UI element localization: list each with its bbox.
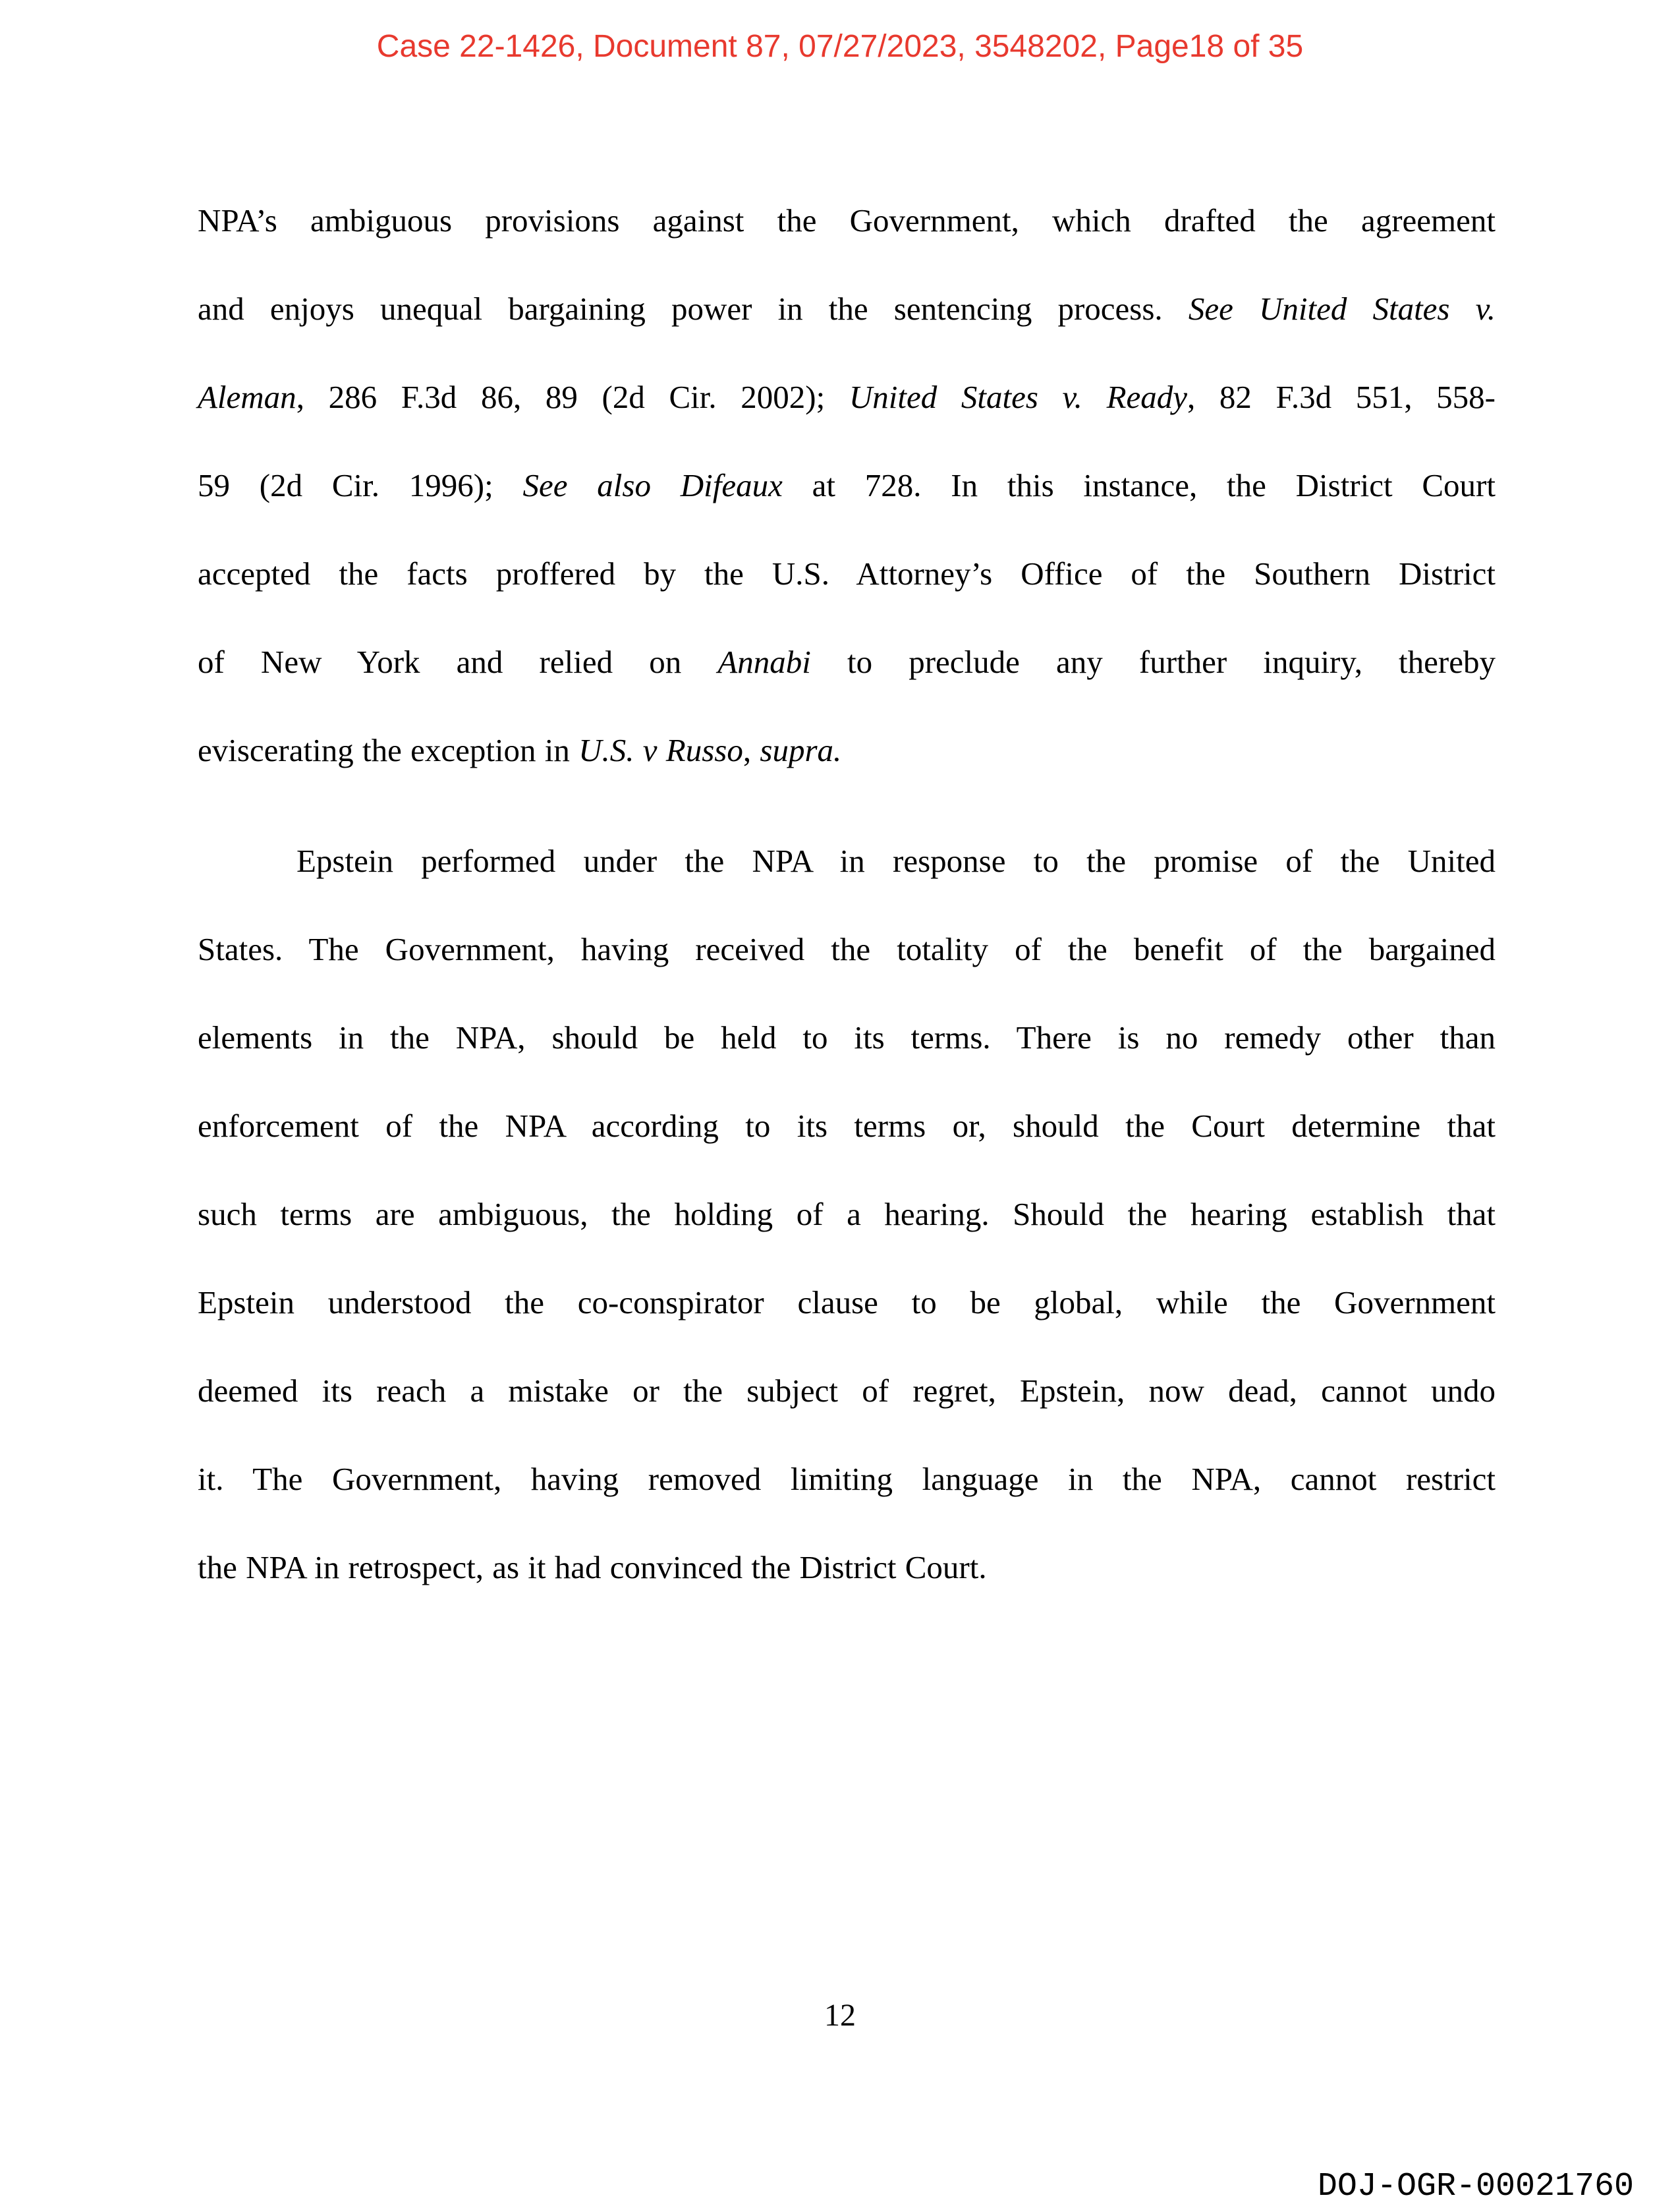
body-text: , 82 F.3d 551, 558- — [1187, 379, 1496, 415]
text-line — [198, 817, 1496, 905]
document-text — [198, 177, 1496, 1612]
text-line — [198, 441, 1496, 530]
body-text: Epstein performed under the NPA in response to the promise of the United — [296, 843, 1496, 879]
citation-italic-text: See United States v. — [1188, 291, 1496, 327]
citation-italic-text: United States v. Ready — [849, 379, 1187, 415]
text-line — [198, 353, 1496, 441]
body-text: elements in the NPA, should be held to its terms. There is no remedy other than — [198, 1019, 1496, 1056]
text-line — [198, 177, 1496, 265]
citation-italic-text: Aleman — [198, 379, 296, 415]
paragraph — [198, 817, 1496, 1612]
text-line — [198, 1347, 1496, 1435]
body-text: deemed its reach a mistake or the subject of regret, Epstein, now dead, cannot undo — [198, 1373, 1496, 1409]
page-number: 12 — [824, 1998, 856, 2033]
text-line — [198, 618, 1496, 706]
body-text: , 286 F.3d 86, 89 (2d Cir. 2002); — [296, 379, 849, 415]
body-text: at 728. In this instance, the District Court — [782, 467, 1496, 503]
text-line — [198, 1082, 1496, 1170]
citation-italic-text: Annabi — [717, 644, 811, 680]
body-text: States. The Government, having received the totality of the benefit of the bargained — [198, 931, 1496, 967]
text-line — [198, 1259, 1496, 1347]
body-text: , — [742, 732, 760, 768]
body-text: eviscerating the exception in — [198, 732, 579, 768]
paragraph — [198, 177, 1496, 795]
citation-italic-text: U.S. v Russo — [578, 732, 743, 768]
text-line — [198, 265, 1496, 353]
body-text: 59 (2d Cir. 1996); — [198, 467, 523, 503]
body-text: to preclude any further inquiry, thereby — [810, 644, 1496, 680]
body-text: it. The Government, having removed limiting language in the NPA, cannot restrict — [198, 1461, 1496, 1497]
body-text: the NPA in retrospect, as it had convinced the District Court. — [198, 1549, 987, 1585]
citation-italic-text: supra. — [760, 732, 842, 768]
body-text: NPA’s ambiguous provisions against the Government, which drafted the agreement — [198, 202, 1496, 239]
case-caption-header: Case 22-1426, Document 87, 07/27/2023, 3548202, Page18 of 35 — [376, 29, 1304, 64]
text-line — [198, 905, 1496, 994]
text-line — [198, 530, 1496, 618]
body-text: such terms are ambiguous, the holding of a hearing. Should the hearing establish that — [198, 1196, 1496, 1232]
body-text: enforcement of the NPA according to its terms or, should the Court determine that — [198, 1108, 1496, 1144]
text-line — [198, 1170, 1496, 1259]
body-text: Epstein understood the co-conspirator clause to be global, while the Government — [198, 1284, 1496, 1320]
body-text: of New York and relied on — [198, 644, 718, 680]
text-line — [198, 706, 1496, 795]
text-line — [198, 1435, 1496, 1523]
citation-italic-text: See also Difeaux — [522, 467, 783, 503]
text-line — [198, 1523, 1496, 1612]
bates-stamp: DOJ-OGR-00021760 — [1317, 2168, 1634, 2205]
body-text: and enjoys unequal bargaining power in the sentencing process. — [198, 291, 1189, 327]
text-line — [198, 994, 1496, 1082]
body-text: accepted the facts proffered by the U.S. Attorney’s Office of the Southern District — [198, 555, 1496, 592]
